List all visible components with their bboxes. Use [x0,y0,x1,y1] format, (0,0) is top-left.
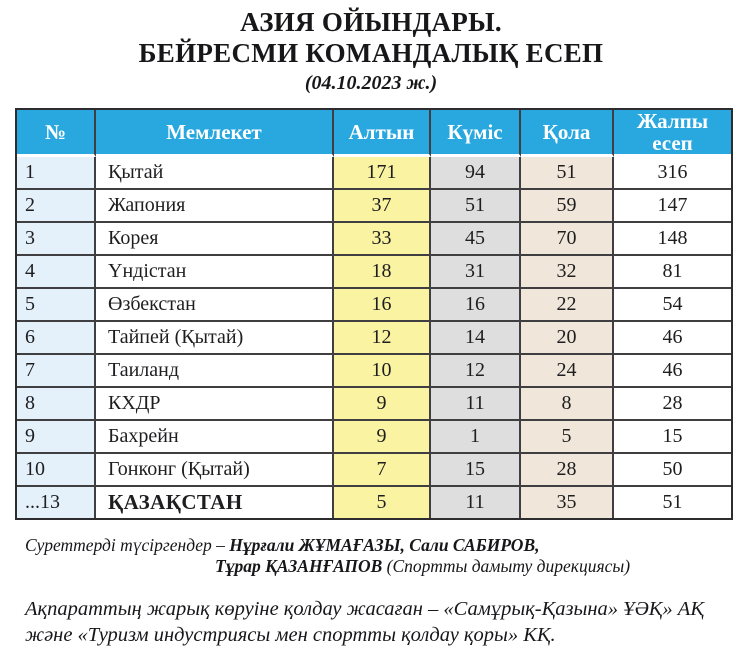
gold-cell: 10 [334,355,431,388]
bronze-cell: 35 [521,487,614,518]
credits-organization: (Спортты дамыту дирекциясы) [386,556,631,576]
photo-credits-line2 [25,556,742,577]
country-cell: Өзбекстан [96,289,334,322]
rank-cell: 9 [17,421,96,454]
rank-cell: 5 [17,289,96,322]
total-cell: 28 [614,388,731,421]
gold-cell: 9 [334,388,431,421]
country-cell: Бахрейн [96,421,334,454]
table-row [17,256,731,289]
page-title-line2: БЕЙРЕСМИ КОМАНДАЛЫҚ ЕСЕП [138,38,604,68]
support-line1: Ақпараттың жарық көруіне қолдау жасаған – «Самұрық-Қазына» ҰӘҚ» АҚ [25,598,704,620]
header-rank: № [17,110,96,157]
country-cell: Үндістан [96,256,334,289]
gold-cell: 18 [334,256,431,289]
silver-cell: 94 [431,157,521,190]
photo-credits [25,535,742,577]
country-cell: КХДР [96,388,334,421]
gold-cell: 37 [334,190,431,223]
gold-cell: 7 [334,454,431,487]
bronze-cell: 28 [521,454,614,487]
page-title-line1: АЗИЯ ОЙЫНДАРЫ. [240,7,502,37]
silver-cell: 11 [431,388,521,421]
country-cell: Жапония [96,190,334,223]
bronze-cell: 59 [521,190,614,223]
silver-cell: 14 [431,322,521,355]
total-cell: 46 [614,355,731,388]
total-cell: 50 [614,454,731,487]
bronze-cell: 22 [521,289,614,322]
support-line2: және «Туризм индустриясы мен спортты қолдау қоры» КҚ. [25,624,556,646]
bronze-cell: 20 [521,322,614,355]
total-cell: 81 [614,256,731,289]
country-cell: Гонконг (Қытай) [96,454,334,487]
table-row [17,454,731,487]
gold-cell: 5 [334,487,431,518]
total-cell: 54 [614,289,731,322]
table-row [17,355,731,388]
gold-cell: 33 [334,223,431,256]
silver-cell: 15 [431,454,521,487]
table-row [17,223,731,256]
gold-cell: 171 [334,157,431,190]
silver-cell: 11 [431,487,521,518]
silver-cell: 16 [431,289,521,322]
total-cell: 46 [614,322,731,355]
photo-credits-line1 [25,535,742,556]
rank-cell: 10 [17,454,96,487]
bronze-cell: 32 [521,256,614,289]
rank-cell: 2 [17,190,96,223]
total-cell: 51 [614,487,731,518]
silver-cell: 1 [431,421,521,454]
silver-cell: 12 [431,355,521,388]
rank-cell: 1 [17,157,96,190]
rank-cell: 4 [17,256,96,289]
title-block [0,0,742,95]
country-cell: Корея [96,223,334,256]
rank-cell: 8 [17,388,96,421]
header-country: Мемлекет [96,110,334,157]
gold-cell: 16 [334,289,431,322]
rank-cell: ...13 [17,487,96,518]
bronze-cell: 70 [521,223,614,256]
table-header-row [17,110,731,157]
gold-cell: 12 [334,322,431,355]
header-total: Жалпы есеп [614,110,731,157]
country-cell: Таиланд [96,355,334,388]
bronze-cell: 8 [521,388,614,421]
silver-cell: 31 [431,256,521,289]
total-cell: 147 [614,190,731,223]
bronze-cell: 51 [521,157,614,190]
country-cell: ҚАЗАҚСТАН [96,487,334,518]
country-cell: Қытай [96,157,334,190]
total-cell: 316 [614,157,731,190]
credits-names-1: Нұрғали ЖҰМАҒАЗЫ, Сали САБИРОВ, [229,535,540,555]
bronze-cell: 5 [521,421,614,454]
silver-cell: 45 [431,223,521,256]
credits-names-2: Тұрар ҚАЗАНҒАПОВ [215,556,387,576]
table-row [17,421,731,454]
rank-cell: 3 [17,223,96,256]
rank-cell: 6 [17,322,96,355]
header-silver: Күміс [431,110,521,157]
country-cell: Тайпей (Қытай) [96,322,334,355]
bronze-cell: 24 [521,355,614,388]
total-cell: 15 [614,421,731,454]
date-line: (04.10.2023 ж.) [304,72,438,94]
table-row [17,190,731,223]
table-row [17,388,731,421]
table-row [17,157,731,190]
table-row [17,289,731,322]
header-gold: Алтын [334,110,431,157]
total-cell: 148 [614,223,731,256]
silver-cell: 51 [431,190,521,223]
header-bronze: Қола [521,110,614,157]
credits-prefix: Суреттерді түсіргендер – [25,535,230,555]
table-row [17,322,731,355]
rank-cell: 7 [17,355,96,388]
support-note [25,596,725,648]
table-row-kazakhstan [17,487,731,518]
gold-cell: 9 [334,421,431,454]
medal-standings-table [15,108,733,520]
